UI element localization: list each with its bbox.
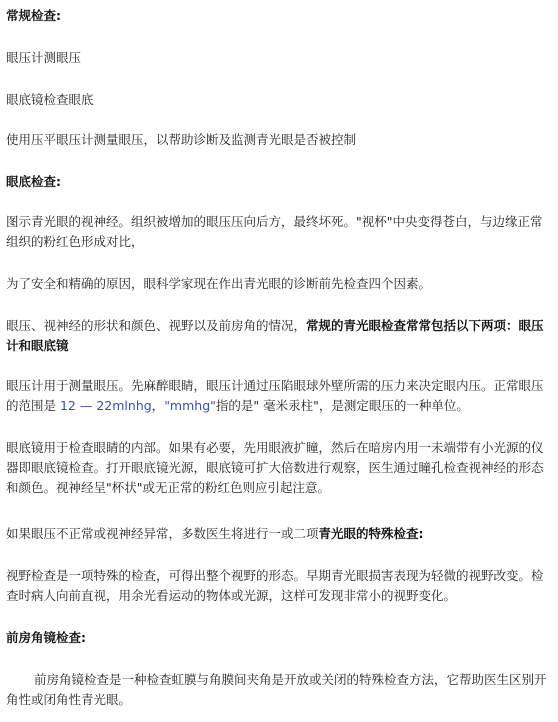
- pressure-range: 12 — 22mlnhg: [59, 398, 152, 413]
- paragraph-6-plain: 如果眼压不正常或视神经异常，多数医生将进行一或二项: [6, 526, 319, 541]
- fundus-paragraph-2: 为了安全和精确的原因，眼科学家现在作出青光眼的诊断前先检查四个因素。: [6, 276, 432, 291]
- mmhg-unit: "mmhg": [164, 398, 216, 413]
- routine-item-3: 使用压平眼压计测量眼压，以帮助诊断及监测青光眼是否被控制: [6, 132, 357, 147]
- paragraph-3-plain: 眼压、视神经的形状和颜色、视野以及前房角的情况，: [6, 318, 307, 333]
- gonio-heading: 前房角镜检查:: [6, 630, 86, 645]
- routine-item-1: 眼压计测眼压: [6, 50, 82, 65]
- fundus-paragraph-5: 眼底镜用于检查眼睛的内部。如果有必要，先用眼液扩瞳，然后在暗房内用一未端带有小光源的仪器即眼底镜检查。打开眼底镜光源，眼底镜可扩大倍数进行观察，医生通过瞳孔检查视神经的形态和颜色。视神经呈"杯状"或无正常的粉红色则应引起注意。: [6, 440, 544, 495]
- fundus-heading: 眼底检查:: [6, 174, 61, 189]
- fundus-paragraph-4: [6, 376, 552, 416]
- fundus-paragraph-1: 图示青光眼的视神经。组织被增加的眼压压向后方，最终坏死。"视杯"中央变得苍白，与边缘正常组织的粉红色形成对比，: [6, 214, 543, 249]
- routine-heading: 常规检查:: [6, 8, 61, 23]
- paragraph-3-bold: 常规的青光眼检查常常包括以下两项：眼压计和眼底镜: [6, 318, 544, 353]
- visual-field-paragraph: 视野检查是一项特殊的检查，可得出整个视野的形态。早期青光眼损害表现为轻微的视野改变。检查时病人向前直视，用余光看运动的物体或光源，这样可发现非常小的视野变化。: [6, 568, 544, 603]
- routine-item-2: 眼底镜检查眼底: [6, 92, 94, 107]
- fundus-paragraph-6: [6, 524, 552, 544]
- tonometer-text: 眼压计用于测量眼压。先麻醉眼睛，眼压计通过压陷眼球外壁所需的压力来决定眼内压。正常眼压的范围是: [6, 378, 544, 413]
- unit-explanation: 指的是" 毫米汞柱"，是测定眼压的一种单位。: [215, 398, 469, 413]
- gonio-paragraph: 前房角镜检查是一种检查虹膜与角膜间夹角是开放或关闭的特殊检查方法，它帮助医生区别开角性或闭角性青光眼。: [6, 672, 547, 707]
- comma: ，: [151, 398, 165, 413]
- fundus-paragraph-3: [6, 316, 552, 356]
- paragraph-6-bold: 青光眼的特殊检查:: [318, 526, 424, 541]
